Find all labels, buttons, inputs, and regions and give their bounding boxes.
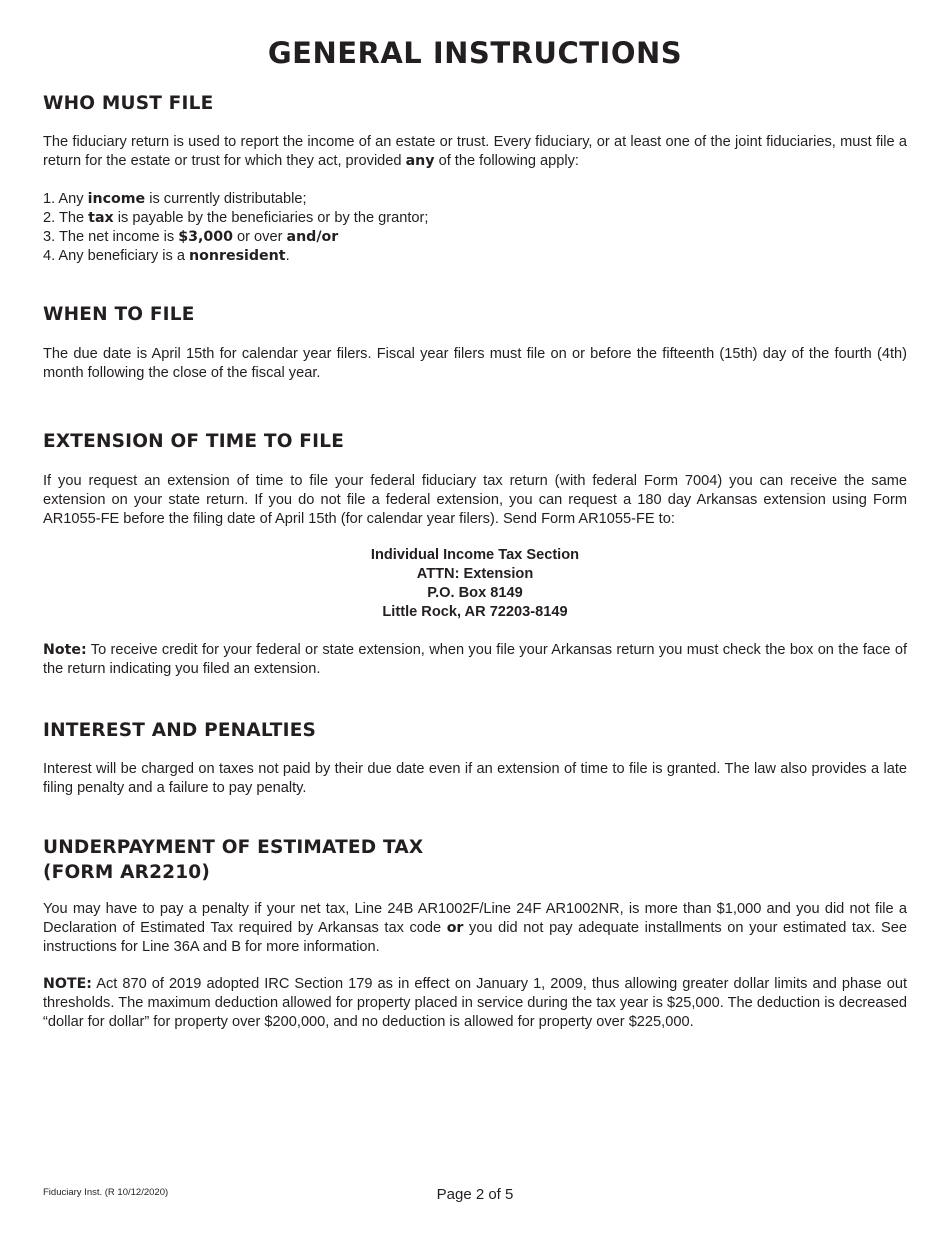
interest-text: Interest will be charged on taxes not paid by their due date even if an extension of time to file is granted. The law also provides a late filing penalty and a failure to pay penalty. (43, 761, 907, 796)
heading-extension: EXTENSION OF TIME TO FILE (43, 431, 345, 452)
address-line: ATTN: Extension (416, 566, 534, 582)
intro-bold-any: any (405, 153, 435, 169)
address-line: P.O. Box 8149 (427, 585, 523, 601)
mailing-address (43, 546, 907, 622)
note-text: To receive credit for your federal or state extension, when you file your Arkansas return you must check the box on the face of the return indicating you filed an extension. (43, 642, 907, 677)
heading-who-must-file: WHO MUST FILE (43, 93, 214, 114)
underpayment-text: You may have to pay a penalty if your net tax, Line 24B AR1002F/Line 24F AR1002NR, is more than $1,000 and you did not file a Declaration of Estimated Tax required by Arkansas tax code or you did not pay adequate installments on your estimated tax. See instructions for Line 36A and B for more information. (43, 901, 907, 955)
list-item: 1. Any income is currently distributable; (43, 191, 307, 207)
page-number: Page 2 of 5 (436, 1186, 514, 1203)
note-text: Act 870 of 2019 adopted IRC Section 179 as in effect on January 1, 2009, thus allowing greater dollar limits and phase out thresholds. The maximum deduction allowed for property placed in service during the tax year is $25,000. The deduction is decreased “dollar for dollar” for property over $200,000, and no deduction is allowed for property over $225,000. (43, 976, 907, 1030)
list-item: 2. The tax is payable by the beneficiaries or by the grantor; (43, 210, 429, 226)
when-to-file-text: The due date is April 15th for calendar year filers. Fiscal year filers must file on or before the fifteenth (15th) day of the fourth (4th) month following the close of the fiscal year. (43, 346, 907, 381)
note-label: NOTE: (43, 976, 92, 992)
list-item: 3. The net income is $3,000 or over and/or (43, 229, 339, 245)
heading-interest-penalties: INTEREST AND PENALTIES (43, 720, 317, 741)
underpayment-note (43, 975, 907, 1032)
form-revision-id: Fiduciary Inst. (R 10/12/2020) (43, 1187, 169, 1198)
intro-text-1: The fiduciary return is used to report the income of an estate or trust. Every fiduciary, or at least one of the joint fiduciaries, must file a return for the estate or trust for which they act, provided (43, 134, 907, 169)
extension-text: If you request an extension of time to file your federal fiduciary tax return (with federal Form 7004) you can receive the same extension on your state return. If you do not file a federal extension, you can request a 180 day Arkansas extension using Form AR1055-FE before the filing date of April 15th (for calendar year filers). Send Form AR1055-FE to: (43, 473, 907, 527)
intro-text-2: of the following apply: (434, 153, 579, 169)
extension-note (43, 641, 907, 679)
heading-underpayment: UNDERPAYMENT OF ESTIMATED TAX (FORM AR2210) (43, 837, 424, 883)
who-must-file-list (43, 190, 428, 266)
list-item: 4. Any beneficiary is a nonresident. (43, 248, 290, 264)
who-must-file-intro (43, 133, 907, 171)
heading-when-to-file: WHEN TO FILE (43, 304, 195, 325)
address-line: Individual Income Tax Section (370, 547, 580, 563)
page-title: GENERAL INSTRUCTIONS (267, 36, 683, 70)
note-label: Note: (43, 642, 87, 658)
address-line: Little Rock, AR 72203-8149 (382, 604, 568, 620)
